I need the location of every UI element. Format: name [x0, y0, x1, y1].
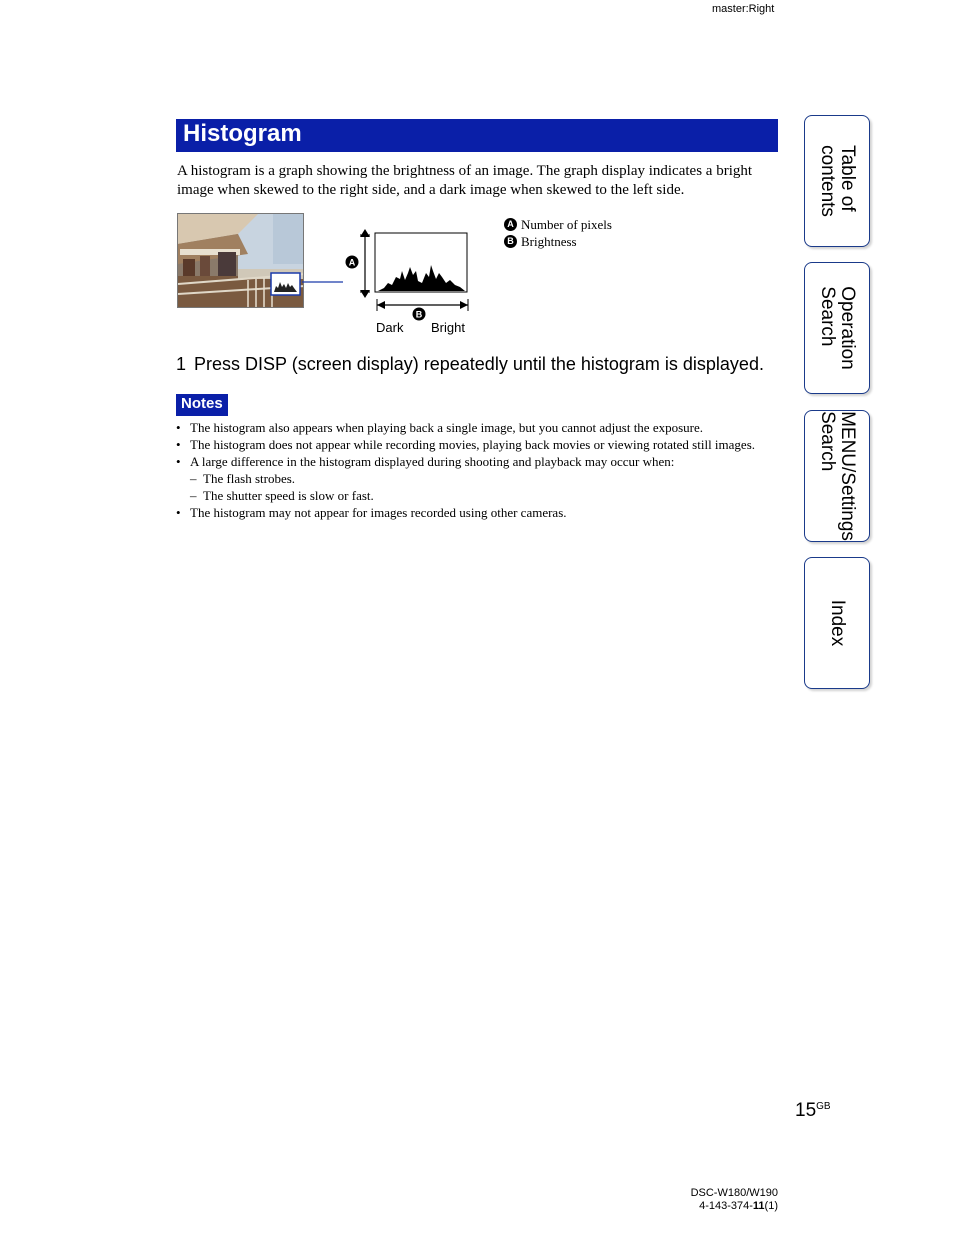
- step-number: 1: [176, 354, 187, 374]
- footer: [691, 1187, 778, 1213]
- legend-text: Brightness: [521, 234, 577, 249]
- tab-index[interactable]: [804, 557, 870, 689]
- tab-label-line1: Table of: [837, 145, 858, 212]
- footer-code: [691, 1200, 778, 1213]
- footer-code-prefix: 4-143-374-: [699, 1200, 753, 1212]
- note-text: A large difference in the histogram displayed during shooting and playback may occur when:: [190, 454, 675, 469]
- note-bullet: •: [176, 454, 181, 469]
- legend-badge: B: [504, 235, 517, 248]
- note-item: [176, 419, 776, 436]
- master-label: master:Right: [712, 3, 775, 15]
- bright-label: Bright: [431, 320, 465, 335]
- section-title-bar: [176, 119, 778, 152]
- note-text: The histogram also appears when playing back a single image, but you cannot adjust the exposure.: [190, 420, 703, 435]
- legend-badge: A: [504, 218, 517, 231]
- step-instruction: [176, 353, 764, 375]
- tab-label: [827, 600, 847, 646]
- footer-model: DSC-W180/W190: [690, 1187, 778, 1199]
- badge-b-label: B: [415, 309, 423, 320]
- note-item: [176, 453, 776, 470]
- page-number-value: 15: [795, 1100, 817, 1121]
- tab-label: [817, 145, 857, 217]
- note-bullet: •: [176, 437, 181, 452]
- note-item: [176, 436, 776, 453]
- note-bullet: •: [176, 420, 181, 435]
- step-text: Press DISP (screen display) repeatedly until the histogram is displayed.: [194, 354, 764, 374]
- subitem-dash: –: [190, 471, 197, 486]
- tab-table-of-contents[interactable]: [804, 115, 870, 247]
- tab-label: [817, 286, 857, 369]
- page-number-suffix: GB: [816, 1101, 831, 1112]
- legend-text: Number of pixels: [521, 217, 612, 232]
- footer-code-bold: 11: [752, 1200, 765, 1212]
- note-text: The histogram may not appear for images recorded using other cameras.: [190, 505, 567, 520]
- tab-label-line1: Operation: [837, 286, 858, 370]
- intro-paragraph: A histogram is a graph showing the brightness of an image. The graph display indicates a bright image when skewed to the right side, and a dark image when skewed to the left side.: [177, 163, 753, 198]
- figure-legend: [504, 216, 612, 250]
- badge-a-label: A: [348, 257, 356, 268]
- page-number: [795, 1100, 831, 1122]
- notes-list: [176, 419, 776, 521]
- tab-label-line1: Index: [827, 599, 848, 647]
- note-text: The histogram does not appear while recording movies, playing back movies or viewing rotated still images.: [190, 437, 755, 452]
- notes-heading: Notes: [176, 394, 228, 416]
- tab-label: [817, 411, 857, 541]
- tab-label-line2: Search: [817, 411, 838, 472]
- subitem-text: The flash strobes.: [203, 471, 296, 486]
- tab-label-line2: Search: [817, 286, 838, 347]
- legend-item: [504, 216, 612, 233]
- sample-photo: [177, 213, 304, 308]
- dark-label: Dark: [376, 320, 404, 335]
- note-bullet: •: [176, 505, 181, 520]
- subitem-dash: –: [190, 488, 197, 503]
- section-title: Histogram: [183, 120, 302, 147]
- subitem-text: The shutter speed is slow or fast.: [203, 488, 374, 503]
- note-subitem: [176, 487, 776, 504]
- note-subitem: [176, 470, 776, 487]
- tab-operation-search[interactable]: [804, 262, 870, 394]
- tab-label-line2: contents: [817, 145, 838, 217]
- legend-item: [504, 233, 612, 250]
- footer-code-suffix: (1): [764, 1200, 778, 1212]
- note-item: [176, 504, 776, 521]
- tab-menu-settings-search[interactable]: [804, 410, 870, 542]
- tab-label-line1: MENU/Settings: [837, 411, 858, 541]
